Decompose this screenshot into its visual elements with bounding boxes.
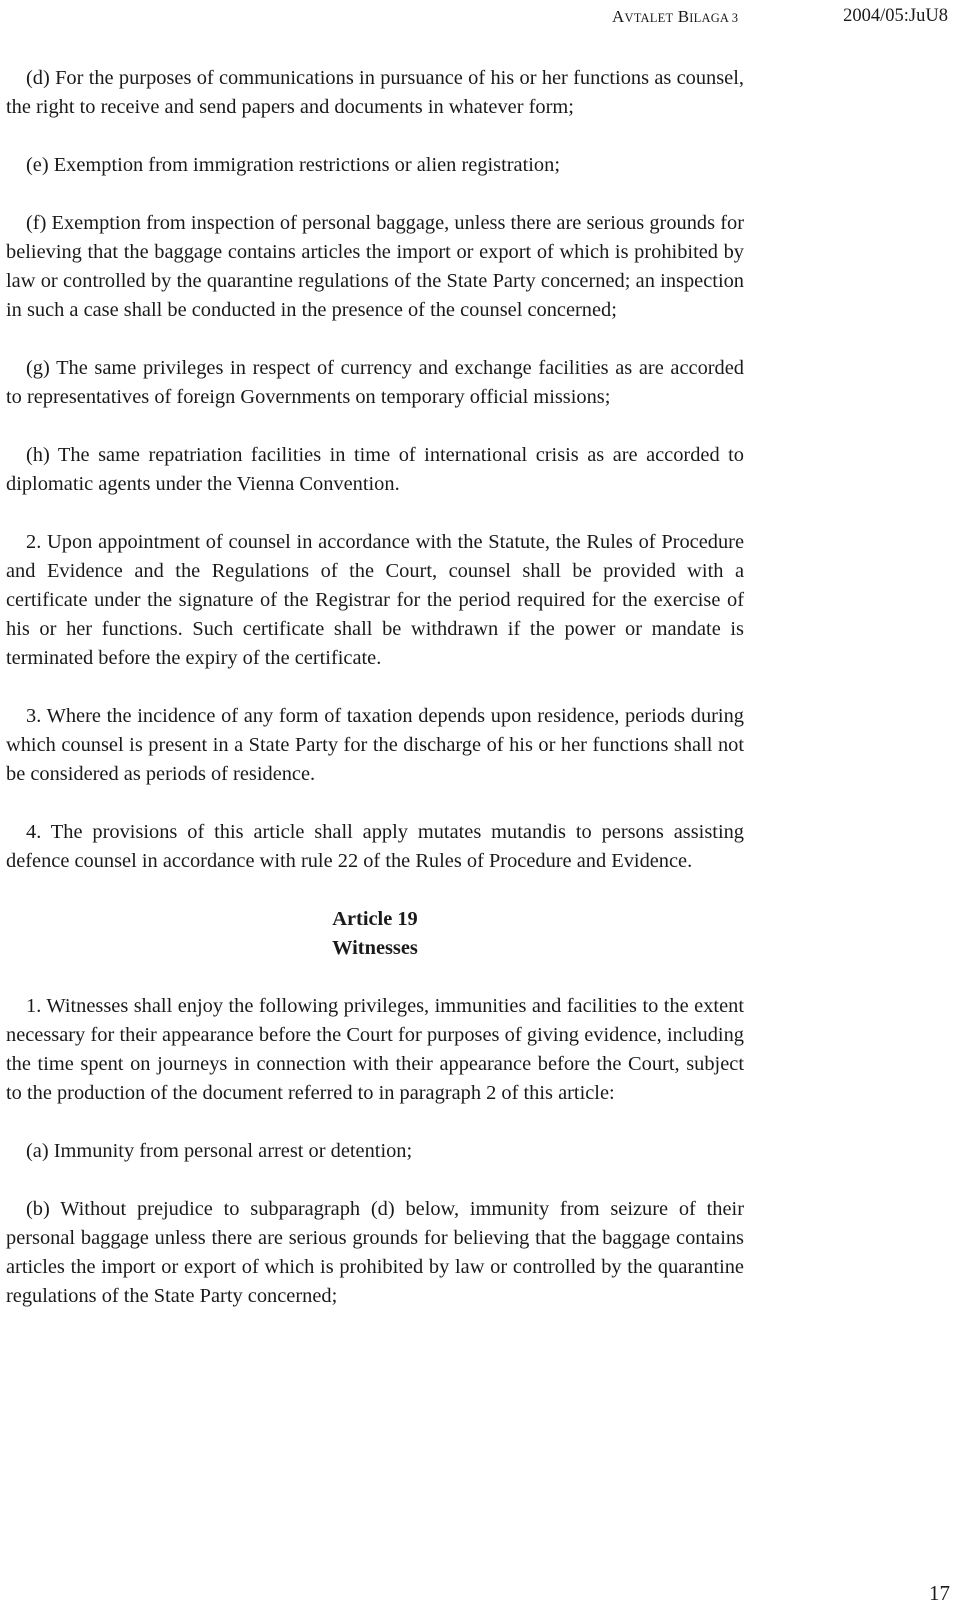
paragraph-f: (f) Exemption from inspection of personal baggage, unless there are serious grounds for believing that the baggage contains articles the import or export of which is prohibited by law or controlled by the quarantine regulations of the State Party concerned; an inspection in such a case shall be conducted in the presence of the counsel concerned; xyxy=(6,212,744,321)
article-paragraph-1: 1. Witnesses shall enjoy the following privileges, immunities and facilities to the extent necessary for their appearance before the Court for purposes of giving evidence, including the time spent on journeys in connection with their appearance before the Court, subject to the production of the document referred to in paragraph 2 of this article: xyxy=(6,995,744,1104)
running-title-b-rest: ILAGA 3 xyxy=(689,11,739,25)
paragraph-e: (e) Exemption from immigration restrictions or alien registration; xyxy=(26,154,560,176)
article-number: Article 19 xyxy=(332,908,418,930)
page-body xyxy=(6,64,744,1311)
article-title: Witnesses xyxy=(332,937,418,959)
paragraph-3: 3. Where the incidence of any form of taxation depends upon residence, periods during which counsel is present in a State Party for the discharge of his or her functions shall not be considered as periods of residence. xyxy=(6,705,744,785)
paragraph-d: (d) For the purposes of communications in pursuance of his or her functions as counsel, the right to receive and send papers and documents in whatever form; xyxy=(6,67,744,118)
document-reference: 2004/05:JuU8 xyxy=(843,6,948,26)
running-title-b-cap: B xyxy=(677,7,690,26)
article-heading xyxy=(6,905,744,963)
page-number: 17 xyxy=(929,1581,950,1605)
article-paragraph-b: (b) Without prejudice to subparagraph (d) below, immunity from seizure of their personal baggage unless there are serious grounds for believing that the baggage contains articles the import or export of which is prohibited by law or controlled by the quarantine regulations of the State Party concerned; xyxy=(6,1198,744,1307)
running-header xyxy=(612,7,738,27)
running-title-a-cap: A xyxy=(612,7,625,26)
paragraph-g: (g) The same privileges in respect of currency and exchange facilities as are accorded to representatives of foreign Governments on temporary official missions; xyxy=(6,357,744,408)
paragraph-h: (h) The same repatriation facilities in time of international crisis as are accorded to diplomatic agents under the Vienna Convention. xyxy=(6,444,744,495)
paragraph-2: 2. Upon appointment of counsel in accordance with the Statute, the Rules of Procedure and Evidence and the Regulations of the Court, counsel shall be provided with a certificate under the signature of the Registrar for the period required for the exercise of his or her functions. Such certificate shall be withdrawn if the power or mandate is terminated before the expiry of the certificate. xyxy=(6,531,744,669)
running-title-a-rest: VTALET xyxy=(624,11,674,25)
article-paragraph-a: (a) Immunity from personal arrest or detention; xyxy=(26,1140,413,1162)
paragraph-4: 4. The provisions of this article shall apply mutates mutandis to persons assisting defence counsel in accordance with rule 22 of the Rules of Procedure and Evidence. xyxy=(6,821,744,872)
